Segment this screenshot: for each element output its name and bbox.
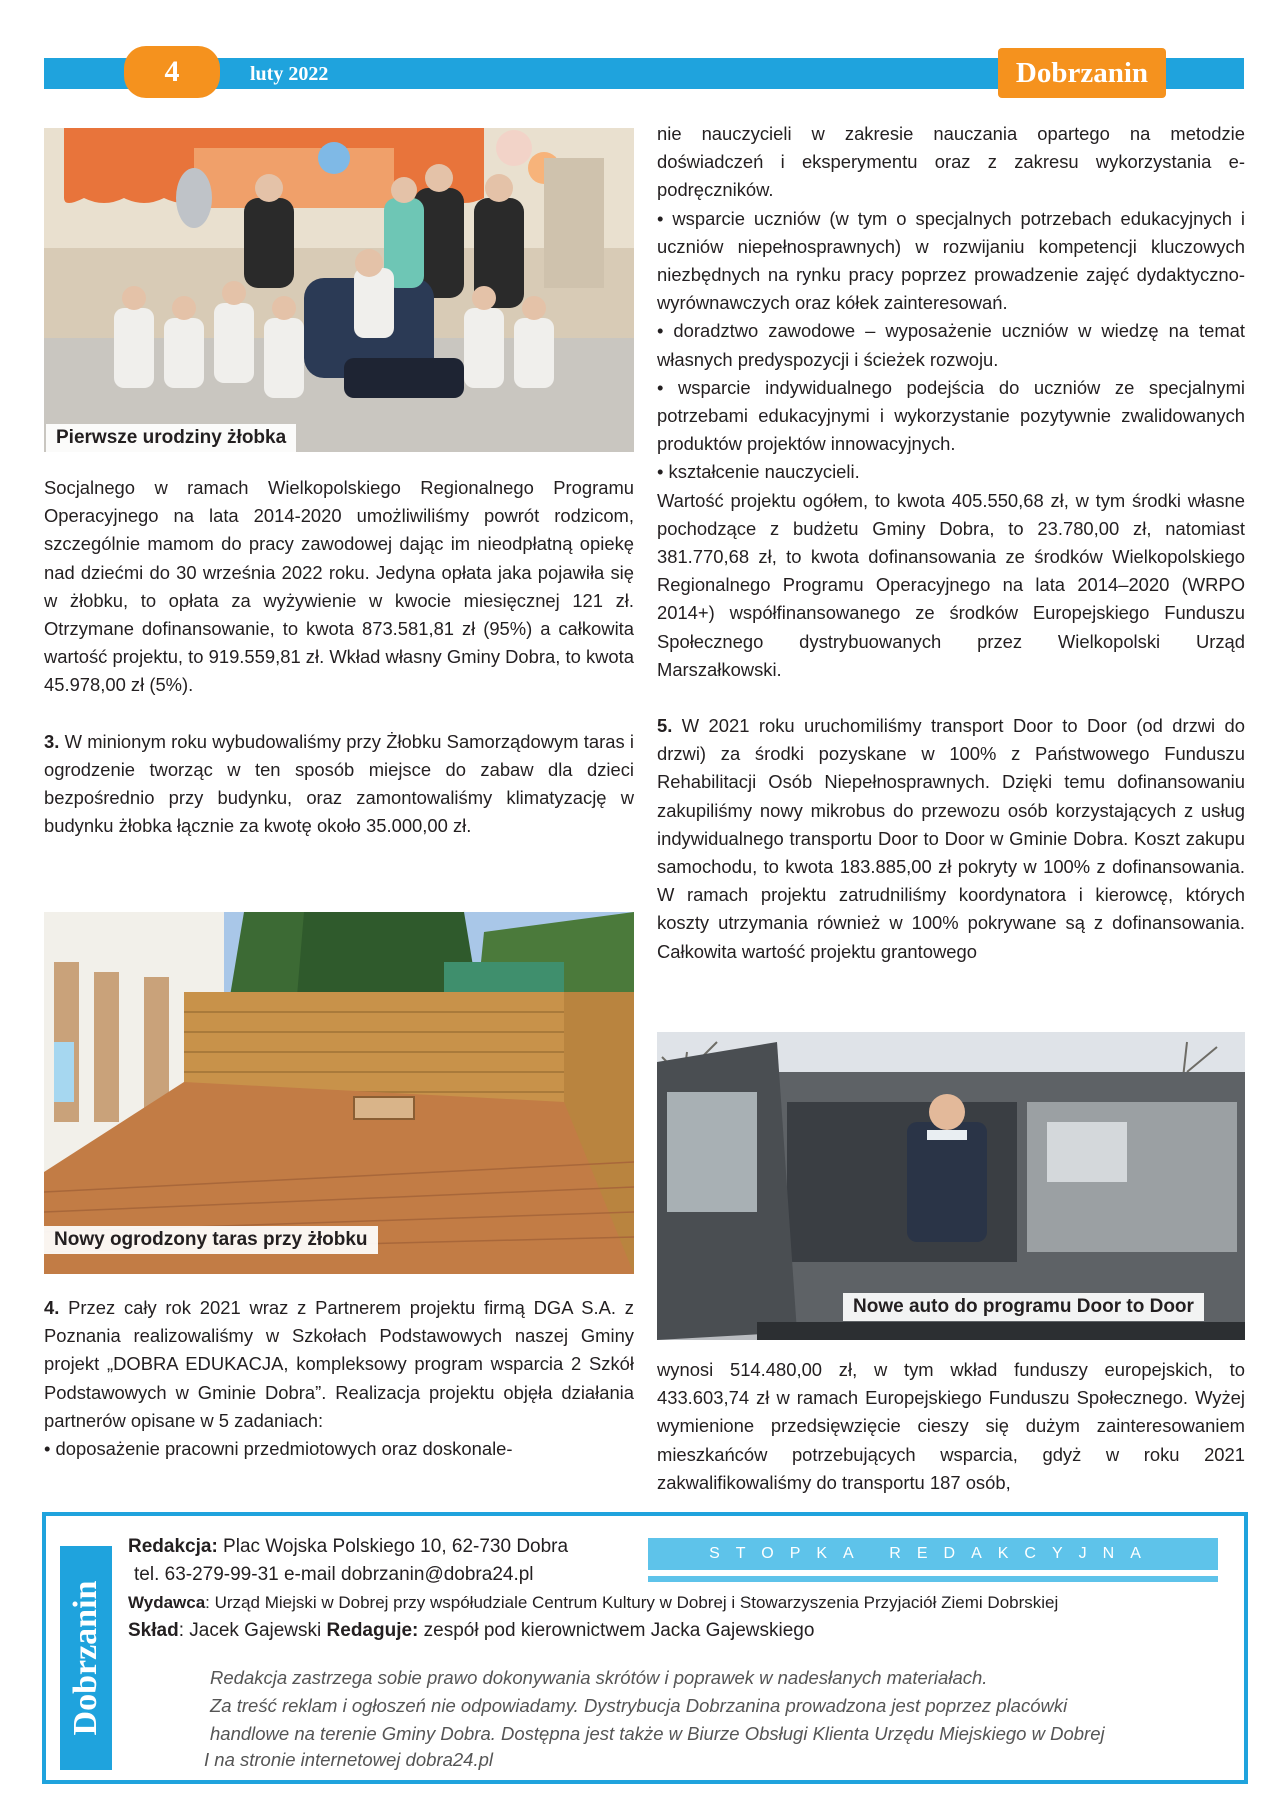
item-number: 5. [657,715,673,737]
paragraph-nursery-funding: Socjalnego w ramach Wielkopolskiego Regionalnego Programu Operacyjnego na lata 2014-2020 umożliwiliśmy powrót rodzicom, szczególnie mamom do pracy zawodowej dając im nieodpłatną opiekę nad dziećmi do 30 września 2022 roku. Jedyna opłata jaka pojawiła się w żłobku, to opłata za wyżywienie w kwocie miesięcznej 121 zł. Otrzymane dofinansowanie, to kwota 873.581,81 zł (95%) a całkowita wartość projektu, to 919.559,81 zł. Wkład własny Gminy Dobra, to kwota 45.978,00 zł (5%). [44,477,634,696]
bullet-teacher-training: • kształcenie nauczycieli. [657,461,860,483]
label-wydawca: Wydawca [128,1593,206,1612]
paragraph-door-to-door [657,712,1245,966]
magazine-title: Dobrzanin [998,48,1166,98]
disclaimer-line-4: I na stronie internetowej dobra24.pl [204,1749,493,1770]
editorial-publisher [128,1590,1058,1616]
editorial-staff [128,1618,814,1644]
footer-side-title [60,1546,112,1770]
bullet-career-advice: • doradztwo zawodowe – wyposażenie uczniów w wiedzę na temat własnych predyspozycji i ścieżek rozwoju. [657,320,1245,370]
caption-terrace: Nowy ogrodzony taras przy żłobku [44,1226,378,1254]
paragraph-terrace [44,728,634,841]
caption-new-car: Nowe auto do programu Door to Door [843,1293,1204,1321]
paragraph-continuation: nie nauczycieli w zakresie nauczania opartego na metodzie doświadczeń i eksperymentu oraz z zakresu wykorzystania e-podręczników. [657,123,1245,201]
left-column-upper [44,474,634,840]
caption-nursery-birthday: Pierwsze urodziny żłobka [46,424,296,452]
value-sklad: : Jacek Gajewski [178,1620,327,1641]
issue-date: luty 2022 [250,63,329,85]
page-number: 4 [124,46,220,98]
right-column-upper [657,120,1245,966]
paragraph-terrace-text: W minionym roku wybudowaliśmy przy Żłobku Samorządowym taras i ogrodzenie tworząc w ten sposób miejsce do zabaw dla dzieci bezpośrednio przy budynku, oraz zamontowaliśmy klimatyzację w budynku żłobka łącznie za kwotę około 35.000,00 zł. [44,730,634,837]
paragraph-grant-value: wynosi 514.480,00 zł, w tym wkład funduszy europejskich, to 433.603,74 zł w ramach Europejskiego Funduszu Społecznego. Wyżej wymienione przedsięwzięcie cieszy się dużym zainteresowaniem mieszkańców potrzebujących wsparcia, gdyż w roku 2021 zakwalifikowaliśmy do transportu 187 osób, [657,1359,1245,1493]
bullet-individual-approach: • wsparcie indywidualnego podejścia do uczniów ze specjalnymi potrzebami edukacyjnymi i wykorzystanie pozytywnie zwalidowanych produktów projektów innowacyjnych. [657,376,1245,455]
footer-side-title-text: Dobrzanin [67,1580,104,1736]
value-redaguje: zespół pod kierownictwem Jacka Gajewskiego [418,1620,815,1641]
paragraph-dobra-edukacja-text: Przez cały rok 2021 wraz z Partnerem projektu firmą DGA S.A. z Poznania realizowaliśmy w Szkołach Podstawowych naszej Gminy projekt „DOBRA EDUKACJA, kompleksowy program wsparcia 2 Szkół Podstawowych w Gminie Dobra”. Realizacja projektu objęła działania partnerów opisane w 5 zadaniach: [44,1297,634,1431]
disclaimer-line-3: handlowe na terenie Gminy Dobra. Dostępna jest także w Biurze Obsługi Klienta Urzędu Miejskiego w Dobrej [210,1723,1105,1744]
editorial-address [128,1534,568,1560]
disclaimer-line-2: Za treść reklam i ogłoszeń nie odpowiadamy. Dystrybucja Dobrzanina prowadzona jest poprzez placówki [210,1695,1068,1716]
paragraph-door-to-door-text: W 2021 roku uruchomiliśmy transport Door to Door (od drzwi do drzwi) za środki pozyskane w 100% z Państwowego Funduszu Rehabilitacji Osób Niepełnosprawnych. Dzięki temu dofinansowaniu zakupiliśmy nowy mikrobus do przewozu osób korzystających z usług indywidualnego transportu Door to Door w Gminie Dobra. Koszt zakupu samochodu, to kwota 183.885,00 zł pokryty w 100% z dofinansowania. W ramach projektu zatrudniliśmy koordynatora i kierowcę, których koszty utrzymania również w 100% pokrywane są z dofinansowania. Całkowita wartość projektu grantowego [657,715,1245,962]
disclaimer-line-1: Redakcja zastrzega sobie prawo dokonywania skrótów i poprawek w nadesłanych materiałach. [210,1667,988,1688]
editorial-contact: tel. 63-279-99-31 e-mail dobrzanin@dobra24.pl [134,1564,534,1585]
label-redaguje: Redaguje: [326,1620,419,1641]
left-column-lower [44,1294,634,1463]
photo-nursery-birthday [44,128,634,452]
value-redakcja: Plac Wojska Polskiego 10, 62-730 Dobra [217,1536,569,1557]
paragraph-dobra-edukacja [44,1294,634,1435]
paragraph-project-value: Wartość projektu ogółem, to kwota 405.550,68 zł, w tym środki własne pochodzące z budżetu Gminy Dobra, to 23.780,00 zł, natomiast 381.770,68 zł, to kwota dofinansowania ze środków Wielkopolskiego Regionalnego Programu Operacyjnego na lata 2014–2020 (WRPO 2014+) współfinansowanego ze środków Europejskiego Funduszu Społecznego dystrybuowanych przez Wielkopolski Urząd Marszałkowski. [657,489,1245,680]
stopka-divider [648,1576,1218,1582]
label-sklad: Skład [128,1620,179,1641]
right-column-lower [657,1356,1245,1497]
item-number: 3. [44,730,60,752]
editorial-footer [42,1512,1248,1784]
stopka-banner: STOPKA REDAKCYJNA [648,1538,1218,1570]
bullet-student-support: • wsparcie uczniów (w tym o specjalnych potrzebach edukacyjnych i uczniów niepełnosprawnych) w rozwijaniu kompetencji kluczowych niezbędnych na rynku pracy poprzez prowadzenie zajęć dydaktyczno-wyrównawczych oraz kółek zainteresowań. [657,207,1245,314]
value-wydawca: : Urząd Miejski w Dobrej przy współudziale Centrum Kultury w Dobrej i Stowarzyszenia Przyjaciół Ziemi Dobrskiej [205,1593,1059,1612]
photo-terrace [44,912,634,1274]
item-number: 4. [44,1297,60,1318]
label-redakcja: Redakcja: [128,1536,218,1557]
bullet-equipment: • doposażenie pracowni przedmiotowych oraz doskonale- [44,1438,513,1460]
